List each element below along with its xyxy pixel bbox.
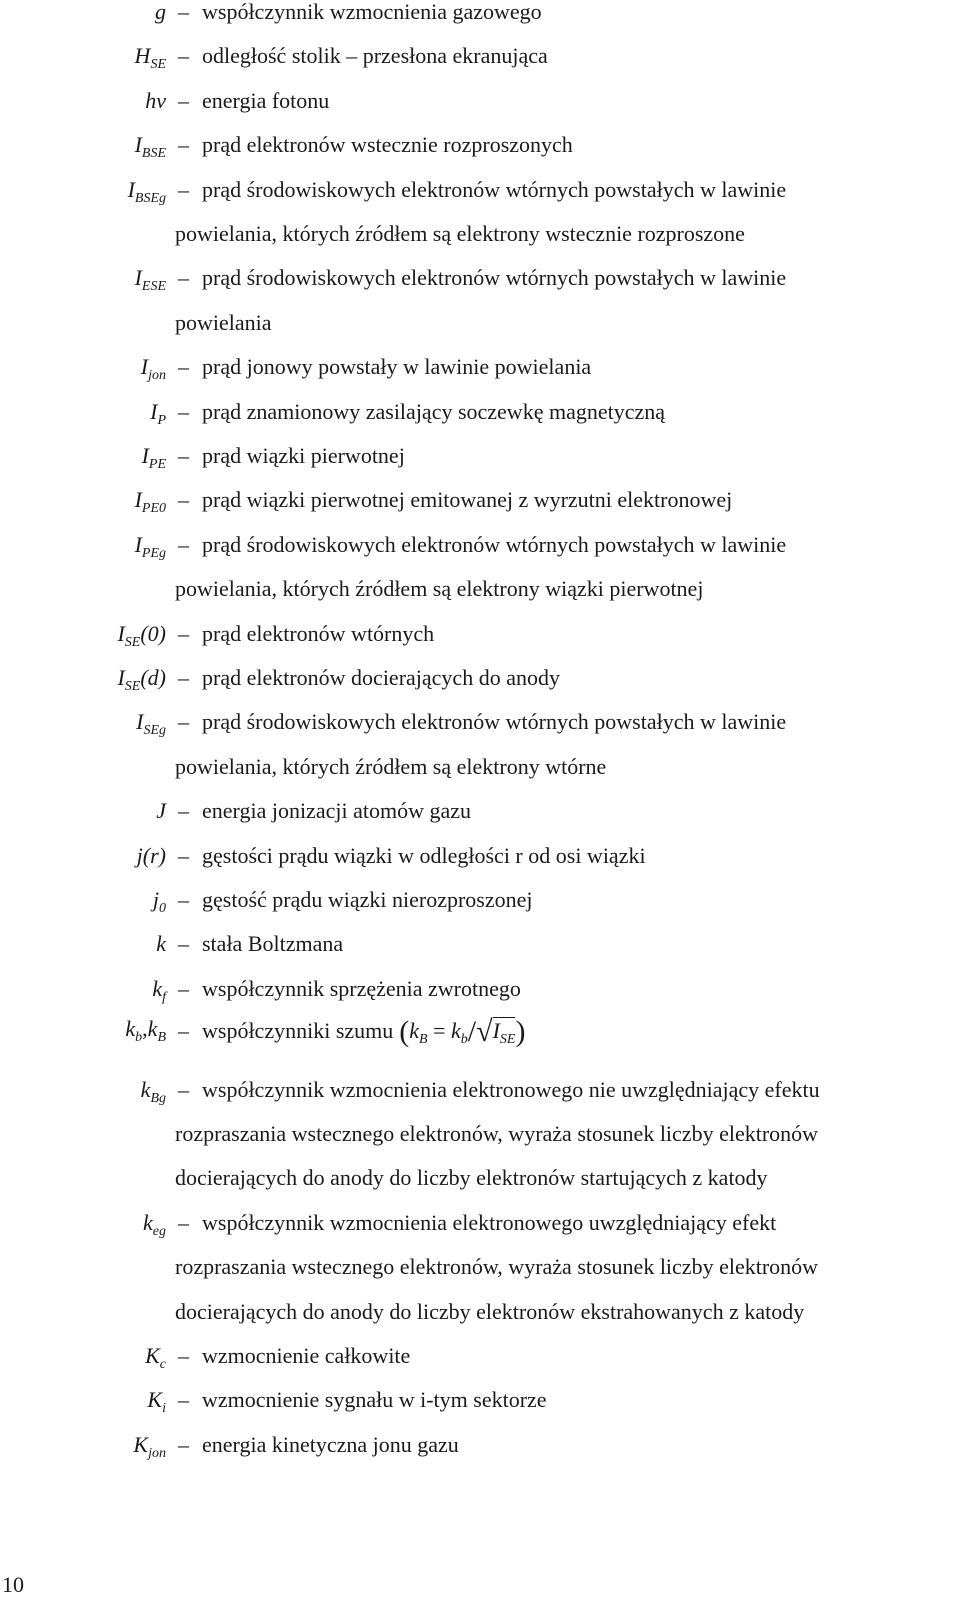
formula-paren: ) [515,1015,526,1049]
description-text: współczynnik wzmocnienia elektronowego uwzględniający efekt [202,1209,777,1235]
glossary-entry [0,0,960,34]
symbol-subscript: Bg [150,1090,166,1106]
entry-symbol [147,1378,166,1422]
glossary-entry [0,34,960,78]
symbol-base: K [147,1387,163,1413]
entry-description [178,612,434,656]
glossary-entry [0,1334,960,1378]
entry-dash: – [178,87,189,113]
formula-rhs: $k_b$ [451,1018,468,1048]
symbol-subscript: P [157,412,166,428]
entry-symbol [145,1334,166,1378]
entry-dash: – [178,709,189,735]
entry-dash: – [178,1076,189,1102]
symbol-suffix: (0) [140,620,166,646]
glossary-entry [0,878,960,922]
symbol-base: H [134,43,151,69]
entry-symbol [135,478,166,522]
entry-description [178,1068,820,1112]
entry-dash: – [178,531,189,557]
symbol-subscript: jon [148,368,166,384]
symbol-subscript: f [162,989,166,1005]
glossary-entry [0,1007,960,1051]
symbol-base: I [134,487,142,513]
description-text: współczynniki szumu [202,1018,394,1044]
symbol-base: I [134,132,142,158]
symbol-subscript: PE [148,457,166,472]
symbol-subscript: PE0 [141,501,166,517]
symbol-subscript: 0 [159,901,166,916]
entry-symbol [145,79,166,123]
entry-dash: – [178,487,189,513]
description-text: energia fotonu [202,87,330,113]
description-text: prąd środowiskowych elektronów wtórnych powstałych w lawinie [202,709,787,735]
entry-dash: – [178,132,189,158]
symbol-base: I [127,176,135,202]
entry-description [178,878,533,922]
entry-dash: – [178,931,189,957]
symbol-base: K [133,1431,149,1457]
symbol-base: I [134,265,142,291]
glossary-entry [0,700,960,744]
entry-symbol [155,0,166,34]
entry-dash: – [178,1387,189,1413]
description-text: prąd wiązki pierwotnej emitowanej z wyrzutni elektronowej [202,487,733,513]
symbol-subscript: c [159,1356,166,1372]
entry-symbol [156,922,166,966]
glossary-entry [0,1068,960,1112]
description-text: prąd elektronów docierających do anody [202,665,560,690]
entry-symbol [141,345,166,389]
description-text: prąd elektronów wstecznie rozproszonych [202,132,573,158]
continuation-text: rozpraszania wstecznego elektronów, wyraża stosunek liczby elektronów [175,1254,819,1280]
entry-description [178,1423,459,1467]
glossary-entry [0,123,960,167]
formula-denominator: $I_{SE}$ [492,1018,516,1048]
entry-dash: – [178,1018,189,1044]
entry-symbol [125,1007,166,1051]
formula-lhs-subscript: B [419,1032,428,1048]
description-text: prąd środowiskowych elektronów wtórnych powstałych w lawinie [202,531,787,557]
description-text: energia jonizacji atomów gazu [202,798,471,824]
entry-symbol [135,34,166,78]
entry-description [178,1201,776,1245]
glossary-entry [0,1378,960,1422]
entry-description [178,79,329,123]
symbol-subscript: B [157,1030,166,1046]
glossary-entry-continuation [0,301,960,345]
glossary-entry [0,789,960,833]
symbol-base: k [152,975,163,1001]
formula-lhs: $k_B$ [409,1018,428,1048]
symbol-base: I [117,665,125,690]
symbol-base: k [147,1016,158,1042]
symbol-base: k [125,1016,136,1042]
glossary-entry-continuation [0,1112,960,1156]
description-text: gęstości prądu wiązki w odległości r od osi wiązki [202,842,646,868]
description-text: prąd środowiskowych elektronów wtórnych powstałych w lawinie [202,265,787,291]
entry-symbol [152,967,166,1011]
description-text: stała Boltzmana [202,931,344,957]
entry-description [178,1334,410,1378]
entry-description [178,656,560,700]
description-text: współczynnik sprzężenia zwrotnego [202,975,521,1001]
symbol-base: k [156,931,166,957]
entry-description [178,1007,525,1053]
symbol-base: I [117,620,125,646]
entry-dash: – [178,43,189,69]
entry-description [178,967,521,1011]
entry-description [178,0,542,34]
symbol-base: hv [145,87,166,113]
symbol-subscript: jon [148,1445,166,1461]
entry-dash: – [178,887,189,912]
entry-description [178,434,405,478]
entry-description [178,523,786,567]
description-text: energia kinetyczna jonu gazu [202,1431,459,1457]
entry-dash: – [178,665,189,690]
entry-symbol [137,834,166,878]
entry-description [178,390,665,434]
glossary-entry [0,656,960,700]
continuation-text: rozpraszania wstecznego elektronów, wyraża stosunek liczby elektronów [175,1120,819,1146]
entry-description [178,834,646,878]
glossary-entry-continuation [0,745,960,789]
glossary-entry [0,390,960,434]
glossary-entry [0,1201,960,1245]
entry-symbol [142,434,166,478]
glossary-entry [0,168,960,212]
entry-dash: – [178,176,189,202]
entry-description [178,345,591,389]
symbol-subscript: SE [124,634,141,650]
description-text: prąd wiązki pierwotnej [202,443,405,468]
entry-description [178,478,732,522]
symbol-base: I [141,443,149,468]
entry-symbol [117,612,166,656]
description-text: prąd znamionowy zasilający soczewkę magnetyczną [202,398,666,424]
description-text: odległość stolik – przesłona ekranująca [202,43,548,69]
entry-description [178,789,471,833]
entry-dash: – [178,1209,189,1235]
symbol-suffix: (d) [140,665,166,690]
entry-symbol [141,1068,166,1112]
description-text: prąd jonowy powstały w lawinie powielania [202,354,592,380]
entry-dash: – [178,0,189,24]
entry-description [178,34,548,78]
entry-dash: – [178,842,189,868]
glossary-entry-continuation [0,212,960,256]
symbol-base: k [143,1209,153,1235]
symbol-subscript: SEg [143,723,166,739]
description-text: prąd środowiskowych elektronów wtórnych powstałych w lawinie [202,176,787,202]
description-text: współczynnik wzmocnienia gazowego [202,0,542,24]
description-text: prąd elektronów wtórnych [202,620,435,646]
glossary-entry-continuation [0,1156,960,1200]
glossary-entry [0,834,960,878]
page-number: 10 [2,1572,24,1597]
entry-symbol [128,168,166,212]
symbol-subscript: SE [150,57,166,73]
entry-symbol [135,523,166,567]
glossary-entry [0,1423,960,1467]
description-text: wzmocnienie całkowite [202,1342,411,1368]
description-text: gęstość prądu wiązki nierozproszonej [202,887,533,912]
symbol-base: J [156,798,166,824]
entry-symbol [156,789,166,833]
glossary-entry [0,922,960,966]
continuation-text: docierających do anody do liczby elektronów startujących z katody [175,1165,768,1191]
symbol-subscript: SE [124,679,141,694]
entry-description [178,922,343,966]
entry-description [178,700,786,744]
symbol-base: j(r) [136,842,166,868]
symbol-subscript: eg [152,1223,166,1239]
glossary-entry [0,345,960,389]
entry-description [178,1378,547,1422]
entry-dash: – [178,265,189,291]
symbol-base: j [152,887,159,912]
entry-dash: – [178,1342,189,1368]
noise-formula [399,1015,526,1049]
formula-rhs-subscript: b [460,1032,468,1048]
formula-denominator-subscript: SE [499,1032,516,1048]
description-text: współczynnik wzmocnienia elektronowego nie uwzględniający efektu [202,1076,820,1102]
symbol-subscript: i [162,1401,166,1417]
entry-dash: – [178,443,189,468]
continuation-text: powielania, których źródłem są elektrony wtórne [175,753,607,779]
glossary-entry [0,967,960,1011]
entry-symbol [133,1423,166,1467]
symbol-subscript: ESE [141,279,166,295]
glossary-entry-continuation [0,1290,960,1334]
entry-symbol [135,123,166,167]
entry-dash: – [178,1431,189,1457]
symbol-subscript: BSEg [134,190,166,206]
glossary-entry-continuation [0,1245,960,1289]
continuation-text: docierających do anody do liczby elektronów ekstrahowanych z katody [175,1298,805,1324]
symbol-base: K [145,1342,160,1368]
symbol-subscript: BSE [141,146,166,162]
symbol-base: I [140,354,149,380]
symbol-base: I [150,398,158,424]
entry-dash: – [178,354,189,380]
entry-dash: – [178,798,189,824]
entry-dash: – [178,620,189,646]
glossary-entry [0,256,960,300]
continuation-text: powielania, których źródłem są elektrony wstecznie rozproszone [175,221,745,246]
formula-slash: / [467,1015,477,1049]
glossary-entry [0,434,960,478]
entry-symbol [117,656,166,700]
symbol-base: g [155,0,166,24]
glossary-entry [0,478,960,522]
glossary-entry-continuation [0,567,960,611]
symbol-separator: , [142,1016,148,1042]
continuation-text: powielania, których źródłem są elektrony wiązki pierwotnej [175,576,704,602]
entry-symbol [143,1201,166,1245]
entry-symbol [135,256,166,300]
entry-dash: – [178,398,189,424]
symbol-base: I [136,709,144,735]
entry-description [178,123,573,167]
glossary-entry [0,79,960,123]
symbol-subscript: b [135,1030,143,1046]
entry-symbol [150,390,166,434]
description-text: wzmocnienie sygnału w i-tym sektorze [202,1387,547,1413]
symbol-base: k [140,1076,151,1102]
entry-dash: – [178,975,189,1001]
formula-root: √ [476,1015,493,1049]
entry-description [178,256,786,300]
entry-description [178,168,786,212]
glossary-entry [0,523,960,567]
formula-paren: ( [399,1015,410,1049]
formula-equals: = [427,1018,452,1044]
glossary-entry [0,612,960,656]
symbol-base: I [134,531,142,557]
continuation-text: powielania [175,309,272,335]
entry-symbol [153,878,166,922]
entry-symbol [136,700,166,744]
symbol-subscript: PEg [141,545,166,561]
